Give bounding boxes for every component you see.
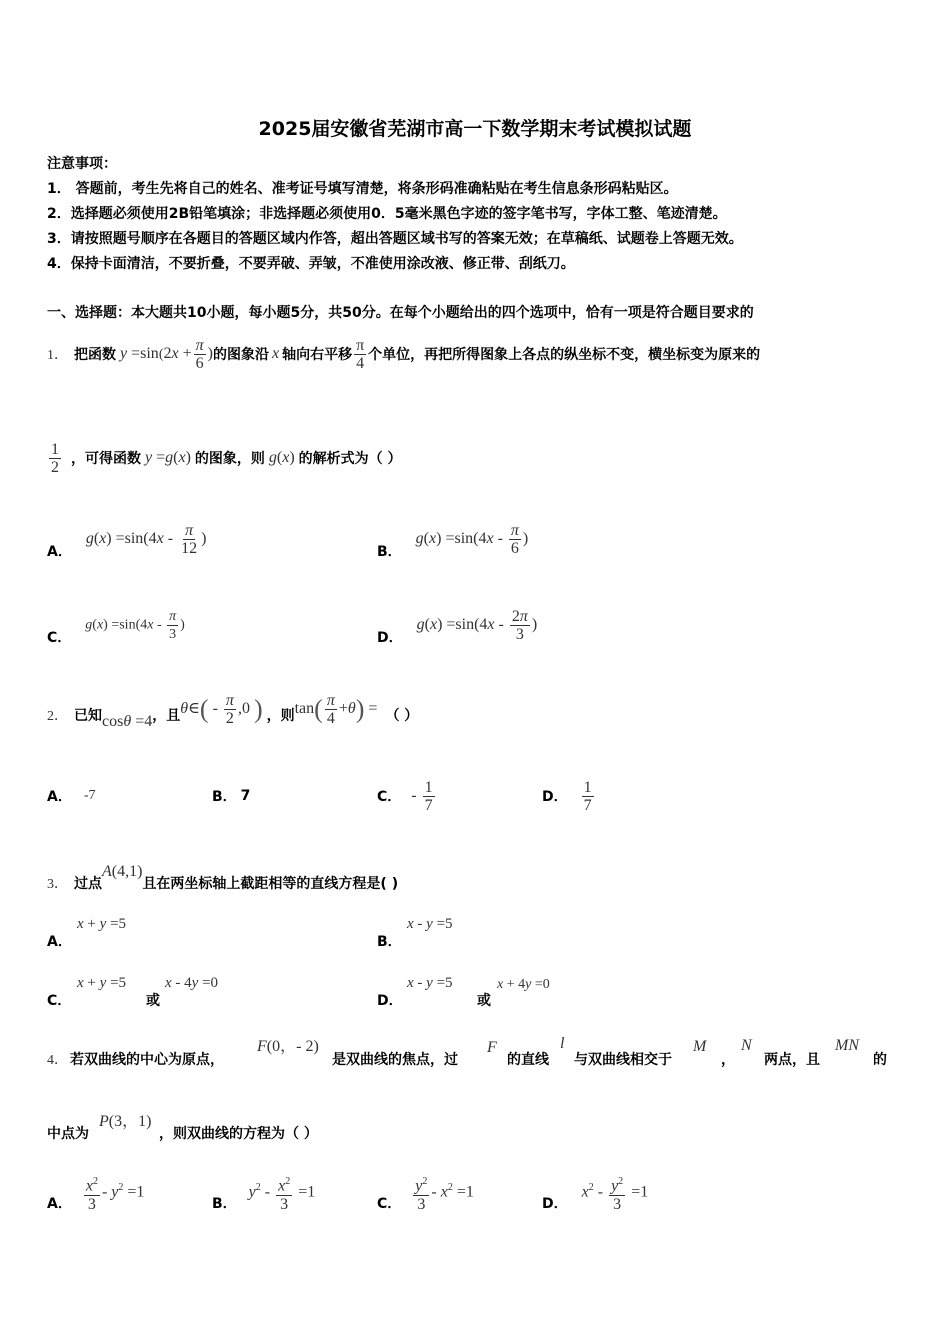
notice-item: 4．保持卡面清洁，不要折叠，不要弄破、弄皱，不准使用涂改液、修正带、刮纸刀。	[47, 256, 575, 272]
option-c[interactable]: C． g(x) =sin(4x - $\frac{\pi}{3}$ )	[47, 608, 185, 646]
question-number: 1．	[47, 348, 68, 363]
question-1-stem-cont: $\frac{1}{2}$ ，可得函数 y =g(x) 的图象，则 g(x) 的解析式为（ ）	[51, 440, 402, 476]
option-a[interactable]: A． -7	[47, 788, 96, 805]
option-c[interactable]: C． - $\frac{1}{7}$	[377, 778, 433, 814]
notice-item: 1． 答题前，考生先将自己的姓名、准考证号填写清楚，将条形码准确粘贴在考生信息条形码粘贴区。	[47, 181, 678, 197]
question-1-stem: 1． 把函数 y =sin(2x + $\frac{\pi}{6}$ ) 的图象沿 x 轴向右平移 $\frac{\pi}{4}$ 个单位，再把所得图象上各点的纵坐标不变，横坐标变为原来的	[47, 336, 761, 372]
option-d[interactable]: D． $\frac{1}{7}$	[542, 778, 592, 814]
notice-item: 3．请按照题号顺序在各题目的答题区域内作答，超出答题区域书写的答案无效；在草稿纸、试题卷上答题无效。	[47, 231, 743, 247]
option-a[interactable]: A． $\frac{x^2}{3}$ - $y^2 =1$	[47, 1168, 144, 1218]
notice-item: 2．选择题必须使用2B铅笔填涂；非选择题必须使用0．5毫米黑色字迹的签字笔书写，字体工整、笔迹清楚。	[47, 206, 727, 222]
question-4-stem-cont: 中点为 P(3，1) ，则双曲线的方程为（ ）	[47, 1113, 318, 1142]
option-b[interactable]: B． $y^2$ - $\frac{x^2}{3}$ =1	[212, 1168, 315, 1218]
question-2-stem: 2． 已知 cosθ =4 ，且 θ∈( - $\frac{\pi}{2}$ ,0 ) ，则 tan( $\frac{\pi}{4}$ +θ) = （ ）	[47, 691, 419, 730]
option-d[interactable]: D． x - y =5 或 x + 4y =0	[377, 975, 550, 1009]
option-d[interactable]: D． g(x) =sin(4x - $\frac{2\pi}{3}$ )	[377, 607, 538, 646]
option-b[interactable]: B． g(x) =sin(4x - $\frac{\pi}{6}$ )	[377, 521, 529, 560]
option-c[interactable]: C． x + y =5 或 x - 4y =0	[47, 975, 219, 1009]
option-b[interactable]: B． 7	[212, 788, 251, 805]
page-title: 2025届安徽省芜湖市高一下数学期末考试模拟试题	[258, 118, 692, 140]
math-fraction: $\frac{\pi}{4}$	[356, 336, 365, 372]
notice-heading: 注意事项：	[47, 156, 117, 172]
section-heading: 一、选择题：本大题共10小题，每小题5分，共50分。在每个小题给出的四个选项中，恰有一项是符合题目要求的	[47, 305, 754, 321]
option-d[interactable]: D． $x^2$ - $\frac{y^2}{3}$ =1	[542, 1168, 648, 1218]
option-a[interactable]: A． g(x) =sin(4x - $\frac{\pi}{12}$ )	[47, 521, 207, 560]
question-3-stem: 3． 过点 A(4,1) 且在两坐标轴上截距相等的直线方程是( )	[47, 863, 399, 892]
option-c[interactable]: C． $\frac{y^2}{3}$ - $x^2 =1$	[377, 1168, 474, 1218]
math-function: y =sin(2x + $\frac{\pi}{6}$ )	[120, 336, 213, 372]
question-4-stem: 4． 若双曲线的中心为原点， F(0，- 2) 是双曲线的焦点，过 F 的直线 l 与双曲线相交于 M ， N 两点，且 MN 的	[47, 1035, 887, 1068]
